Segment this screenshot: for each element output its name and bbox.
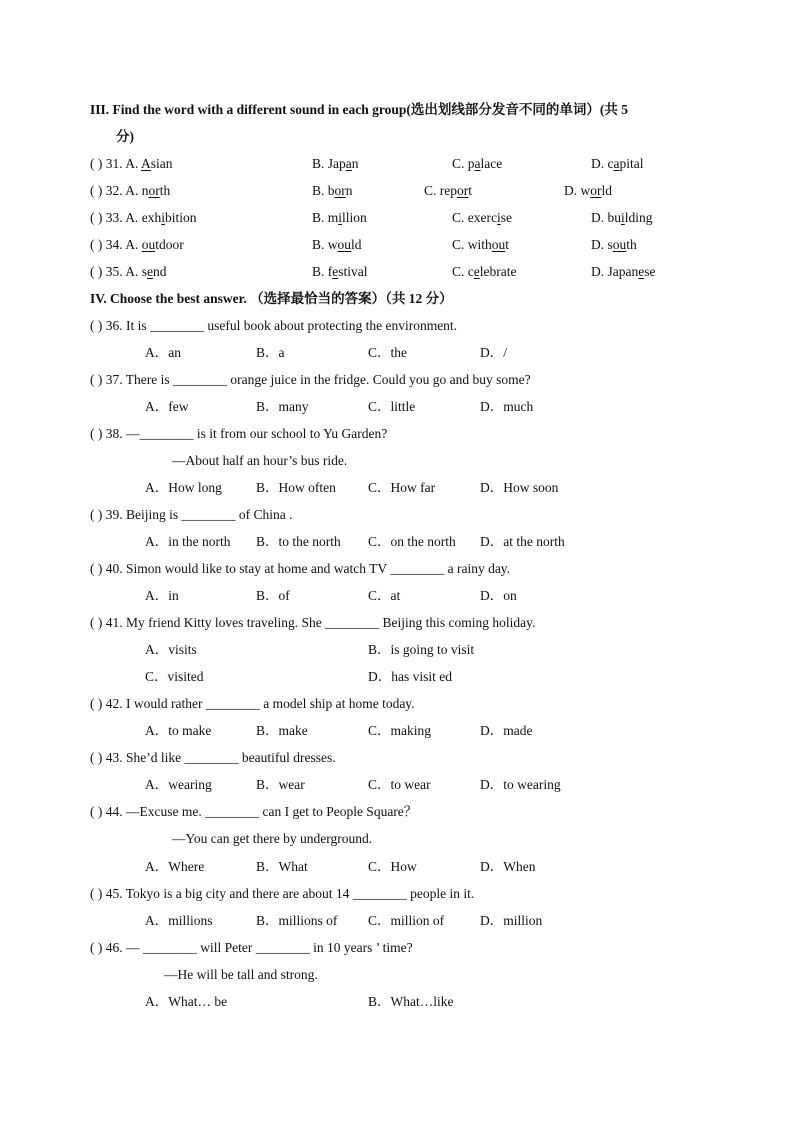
option-b: B. born <box>312 183 353 198</box>
option-c: C. exercise <box>452 210 512 225</box>
option-b: B．What…like <box>368 994 454 1009</box>
section-4-heading: IV. Choose the best answer. （选择最恰当的答案）（共 12 分） <box>90 291 453 306</box>
question-42-stem: ( ) 42. I would rather ________ a model ship at home today. <box>90 696 415 711</box>
option-c: C. celebrate <box>452 264 517 279</box>
option-c: C．How far <box>368 480 436 495</box>
option-d: D．/ <box>480 345 507 360</box>
option-a: exhibition <box>138 210 197 225</box>
question-prefix: ( ) 33. A. <box>90 210 139 225</box>
question-44-answer: —You can get there by underground. <box>172 831 373 846</box>
question-40-stem: ( ) 40. Simon would like to stay at home and watch TV ________ a rainy day. <box>90 561 511 576</box>
question-38-answer: —About half an hour’s bus ride. <box>172 453 348 468</box>
question-43-stem: ( ) 43. She’d like ________ beautiful dresses. <box>90 750 336 765</box>
option-c: C．visited <box>145 669 204 684</box>
option-d: D. world <box>564 183 613 198</box>
section-3-heading: III. Find the word with a different sound in each group(选出划线部分发音不同的单词）(共 5 <box>90 102 629 117</box>
option-c: C. palace <box>452 156 503 171</box>
option-a: A．Where <box>145 859 205 874</box>
question-38-stem: ( ) 38. —________ is it from our school to Yu Garden? <box>90 426 388 441</box>
question-44-stem: ( ) 44. —Excuse me. ________ can I get to People Square？ <box>90 804 418 819</box>
option-a: north <box>138 183 171 198</box>
option-b: B．is going to visit <box>368 642 475 657</box>
option-c: C．making <box>368 723 431 738</box>
question-prefix: ( ) 32. A. <box>90 183 139 198</box>
option-c: C．at <box>368 588 401 603</box>
option-a: A．in the north <box>145 534 231 549</box>
option-c: C．little <box>368 399 416 414</box>
option-c: C．the <box>368 345 407 360</box>
option-a: A．visits <box>145 642 197 657</box>
option-a: A．few <box>145 399 189 414</box>
option-c: C．on the north <box>368 534 456 549</box>
question-46-stem: ( ) 46. — ________ will Peter ________ in 10 years ’ time? <box>90 940 413 955</box>
option-d: D．When <box>480 859 536 874</box>
option-b: B．many <box>256 399 309 414</box>
question-prefix: ( ) 34. A. <box>90 237 139 252</box>
question-36-stem: ( ) 36. It is ________ useful book about protecting the environment. <box>90 318 458 333</box>
option-d: D．much <box>480 399 534 414</box>
option-a: A．an <box>145 345 181 360</box>
question-prefix: ( ) 31. A. <box>90 156 139 171</box>
option-b: B．What <box>256 859 308 874</box>
option-a: A．What… be <box>145 994 228 1009</box>
question-33 <box>90 209 197 227</box>
question-41-stem: ( ) 41. My friend Kitty loves traveling. She ________ Beijing this coming holiday. <box>90 615 536 630</box>
option-c: C．million of <box>368 913 445 928</box>
option-d: D．to wearing <box>480 777 561 792</box>
option-a: Asian <box>141 156 173 171</box>
option-c: C．to wear <box>368 777 431 792</box>
question-45-stem: ( ) 45. Tokyo is a big city and there are about 14 ________ people in it. <box>90 886 475 901</box>
option-b: B．make <box>256 723 308 738</box>
question-46-answer: —He will be tall and strong. <box>164 967 318 982</box>
option-d: D．How soon <box>480 480 559 495</box>
option-d: D．made <box>480 723 533 738</box>
question-34 <box>90 236 184 254</box>
option-a: outdoor <box>141 237 184 252</box>
option-a: A．How long <box>145 480 222 495</box>
option-c: C. without <box>452 237 510 252</box>
option-b: B．of <box>256 588 290 603</box>
option-b: B．How often <box>256 480 336 495</box>
option-b: B．a <box>256 345 285 360</box>
question-37-stem: ( ) 37. There is ________ orange juice in the fridge. Could you go and buy some? <box>90 372 531 387</box>
question-39-stem: ( ) 39. Beijing is ________ of China . <box>90 507 293 522</box>
option-b: B. would <box>312 237 362 252</box>
option-a: A．wearing <box>145 777 212 792</box>
question-32 <box>90 182 170 200</box>
question-prefix: ( ) 35. A. <box>90 264 139 279</box>
option-b: B. Japan <box>312 156 359 171</box>
option-b: B．millions of <box>256 913 338 928</box>
option-d: D. building <box>591 210 653 225</box>
option-a: A．in <box>145 588 179 603</box>
option-b: B．to the north <box>256 534 341 549</box>
question-35 <box>90 263 167 281</box>
option-c: C．How <box>368 859 417 874</box>
option-a: A．to make <box>145 723 212 738</box>
section-3-heading-cont: 分) <box>116 129 134 144</box>
option-d: D. Japanese <box>591 264 656 279</box>
option-b: B．wear <box>256 777 305 792</box>
option-b: B. festival <box>312 264 368 279</box>
question-31 <box>90 155 173 173</box>
option-d: D．on <box>480 588 517 603</box>
option-d: D．million <box>480 913 543 928</box>
option-c: C. report <box>424 183 473 198</box>
option-a: send <box>138 264 167 279</box>
option-d: D．has visit ed <box>368 669 452 684</box>
option-b: B. million <box>312 210 367 225</box>
option-d: D．at the north <box>480 534 565 549</box>
option-d: D. capital <box>591 156 644 171</box>
option-a: A．millions <box>145 913 213 928</box>
option-d: D. south <box>591 237 637 252</box>
